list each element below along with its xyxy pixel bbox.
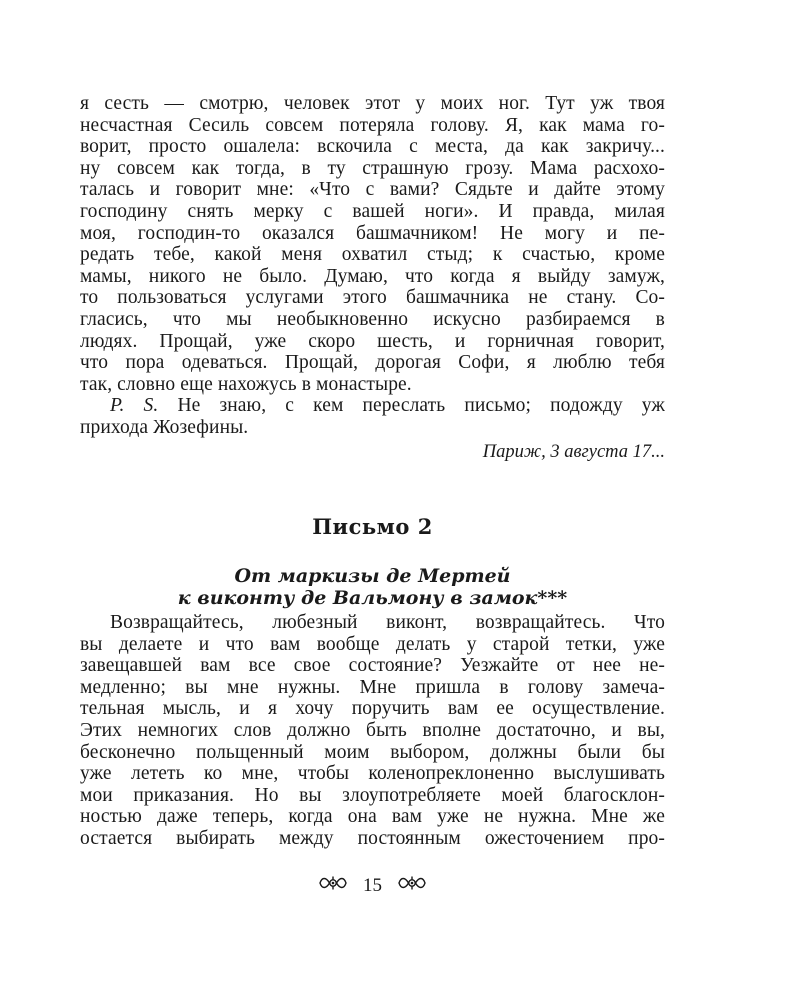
text-line: тельная мысль, и я хочу поручить вам ее осуществление. — [80, 698, 665, 720]
text-line: редать тебе, какой меня охватил стыд; к счастью, кроме — [80, 244, 665, 266]
postscript-label: P. S. — [110, 395, 159, 417]
text-line: господину снять мерку с вашей ноги». И правда, милая — [80, 200, 665, 222]
text-line: я сесть — смотрю, человек этот у моих ног. Тут уж твоя — [80, 93, 665, 114]
postscript-line: прихода Жозефины. — [80, 416, 249, 438]
text-line: мои приказания. Но вы злоупотребляете моей благосклон- — [80, 784, 665, 806]
text-line: моя, господин-то оказался башмачником! Не могу и пе- — [80, 222, 665, 244]
letter-heading: Письмо 2 — [312, 514, 433, 539]
text-line: Этих немногих слов должно быть вполне достаточно, и вы, — [80, 719, 665, 741]
text-line: несчастная Сесиль совсем потеряла голову. Я, как мама го- — [80, 114, 665, 136]
text-line: медленно; вы мне нужны. Мне пришла в голову замеча- — [80, 676, 665, 698]
postscript-line — [80, 395, 665, 417]
text-line: ну совсем как тогда, в ту страшную грозу. Мама расхохо- — [80, 157, 665, 179]
floral-ornament-icon — [397, 875, 427, 897]
text-line: уже лететь ко мне, чтобы коленопреклоненно выслушивать — [80, 763, 665, 785]
subtitle-line: к виконту де Вальмону в замок*** — [177, 587, 568, 609]
text-line: то пользоваться услугами этого башмачника не стану. Со- — [80, 287, 665, 309]
text-line: людях. Прощай, уже скоро шесть, и горничная говорит, — [80, 330, 665, 352]
text-line: остается выбирать между постоянным ожесточением про- — [80, 827, 665, 849]
text-line: Возвращайтесь, любезный виконт, возвращайтесь. Что — [110, 612, 665, 633]
text-line: ностью даже теперь, когда она вам уже не нужна. Мне же — [80, 806, 665, 828]
postscript-text: Не знаю, с кем переслать письмо; подожду уж — [177, 395, 665, 417]
text-line: мамы, никого не было. Думаю, что когда я выйду замуж, — [80, 265, 665, 287]
text-line: что пора одеваться. Прощай, дорогая Софи, я люблю тебя — [80, 352, 665, 374]
page-footer — [0, 874, 745, 897]
text-line: вы делаете и что вам вообще делать у старой тетки, уже — [80, 633, 665, 655]
letter-1-text — [80, 93, 665, 463]
letter-2-text — [80, 612, 665, 850]
letter-subtitle — [80, 565, 665, 609]
page-number: 15 — [363, 874, 382, 896]
text-line: талась и говорит мне: «Что с вами? Сядьте и дайте этому — [80, 179, 665, 201]
floral-ornament-icon — [318, 875, 348, 897]
text-line: так, словно еще нахожусь в монастыре. — [80, 373, 412, 395]
text-line: завещавшей вам все свое состояние? Уезжайте от нее не- — [80, 655, 665, 677]
text-line: ворит, просто ошалела: вскочила с места, да как закричу... — [80, 136, 665, 158]
text-line: бесконечно польщенный моим выбором, должны были бы — [80, 741, 665, 763]
subtitle-line: От маркизы де Мертей — [234, 565, 511, 587]
letter-signature: Париж, 3 августа 17... — [482, 441, 665, 462]
text-line: гласись, что мы необыкновенно искусно разбираемся в — [80, 308, 665, 330]
